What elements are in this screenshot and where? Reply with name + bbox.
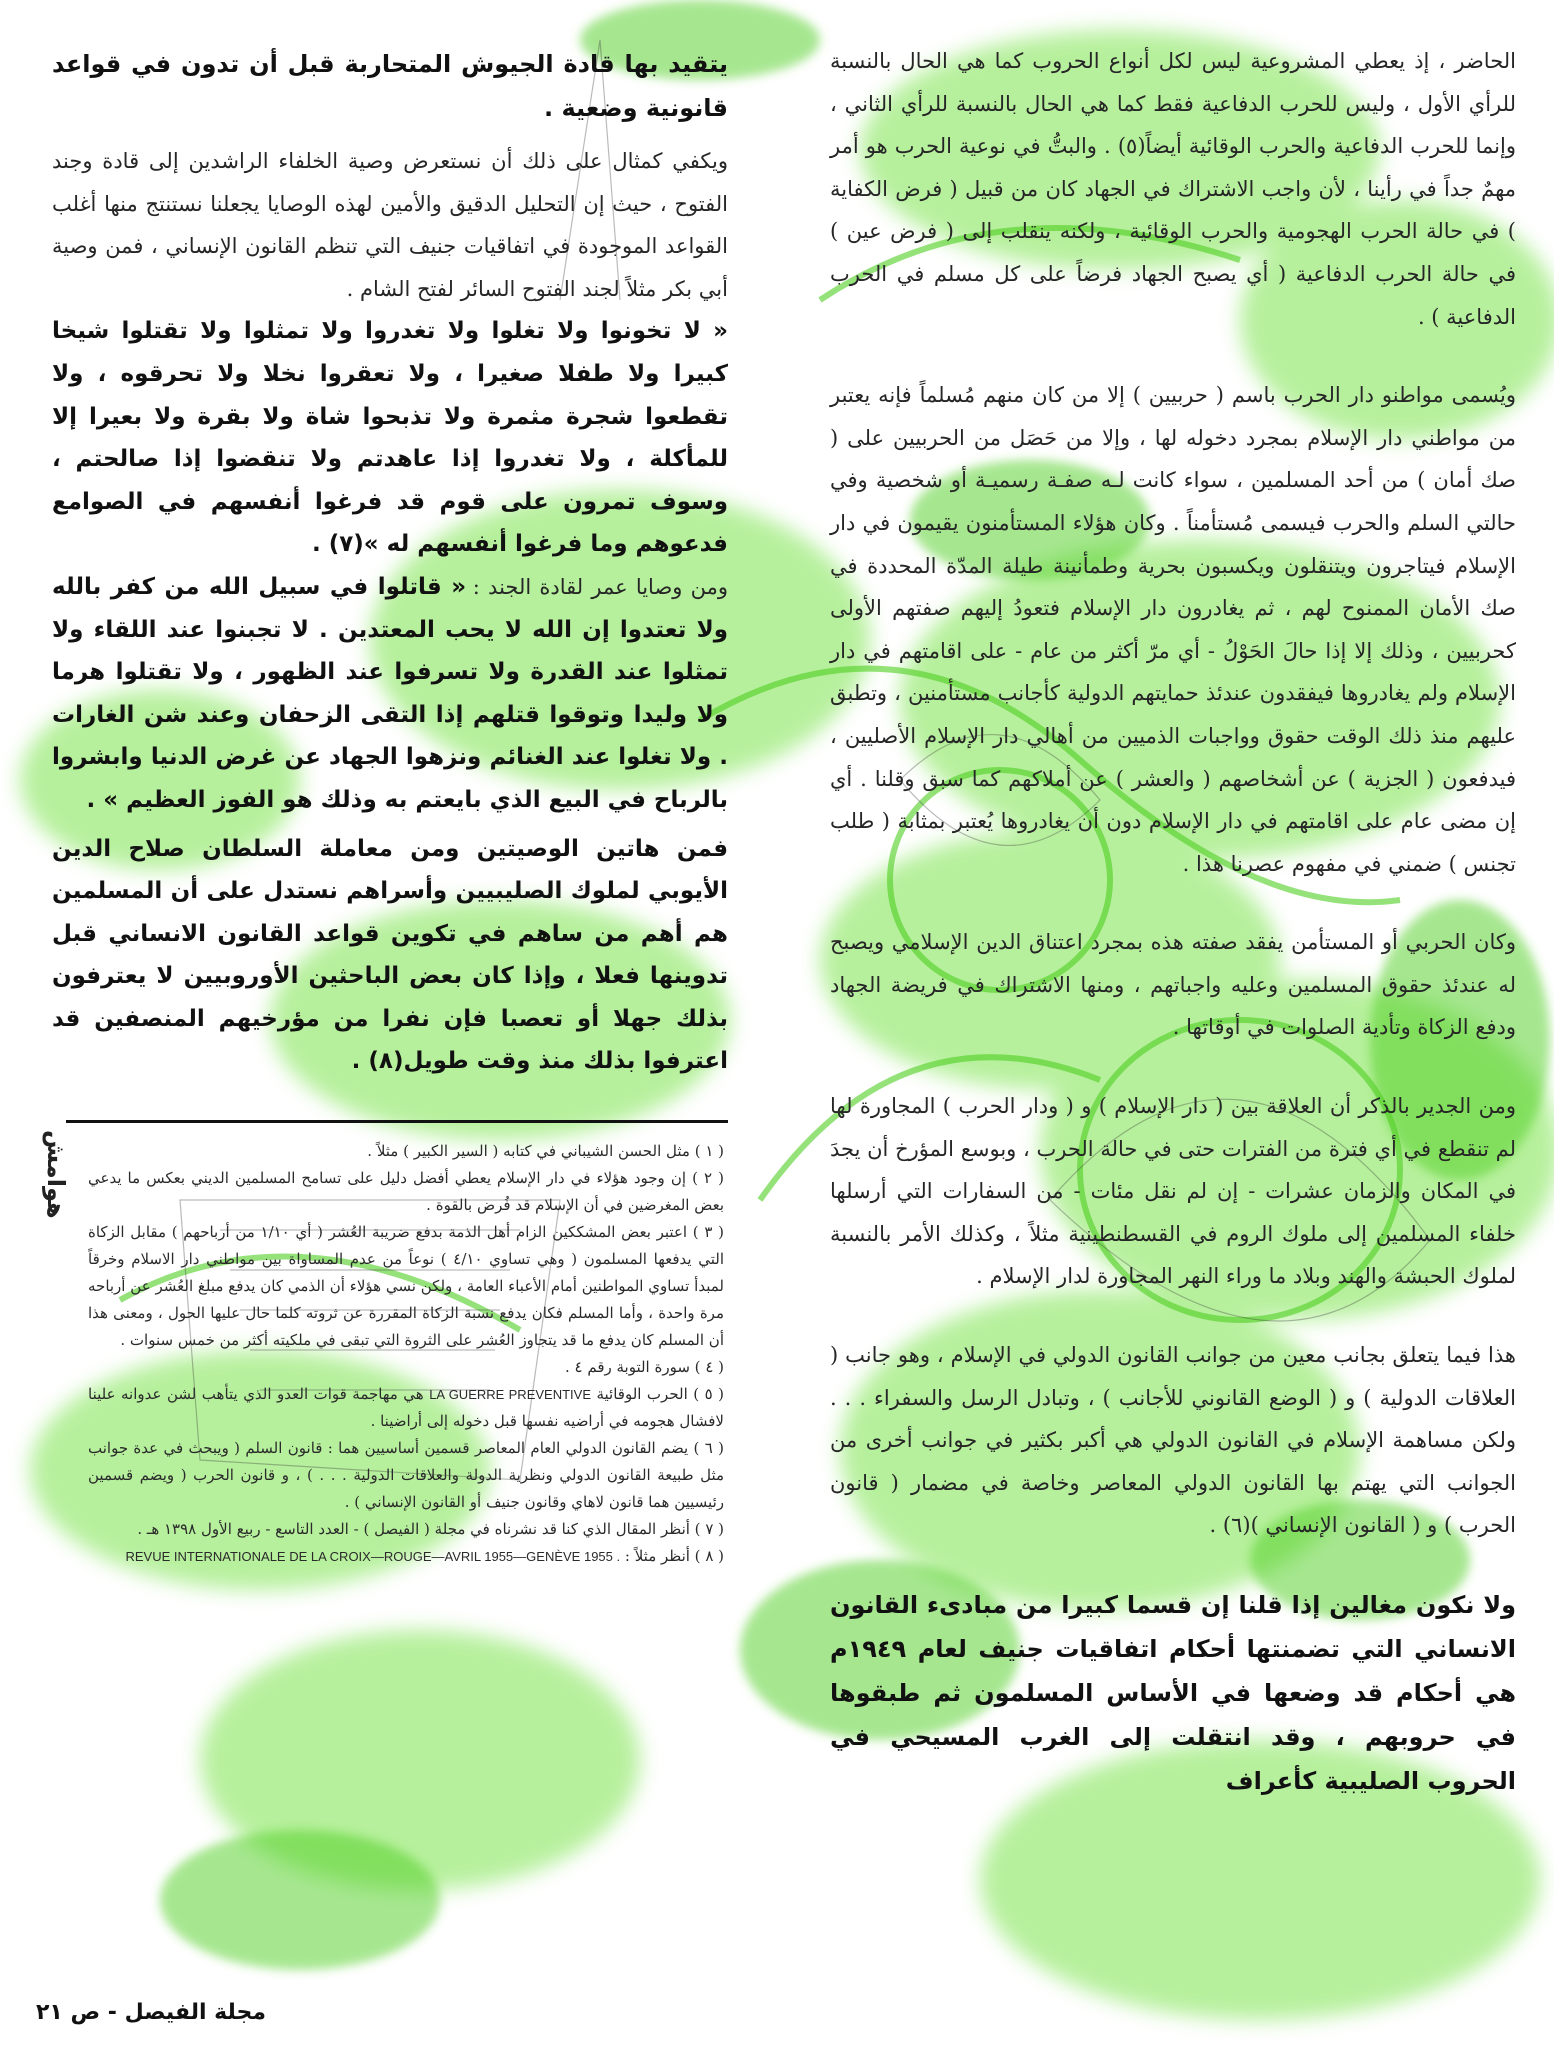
paragraph-continuation: يتقيد بها قادة الجيوش المتحاربة قبل أن تدون في قواعد قانونية وضعية . [52, 50, 728, 122]
footnote-5-latin: LA GUERRE PREVENTIVE [429, 1387, 591, 1402]
paragraph-international-law: هذا فيما يتعلق بجانب معين من جوانب القانون الدولي في الإسلام ، وهو جانب ( العلاقات الدولية ) و ( الوضع القانوني للأجانب ) ، وتبادل الرسل والسفراء . . . ولكن مساهمة الإسلام في القانون الدولي هي أكبر بكثير في جوانب أخرى من الجوانب التي يهتم بها القانون الدولي المعاصر وخاصة في مضمار ( قانون الحرب ) و ( القانون الإنساني )(٦) . [830, 1343, 1516, 1538]
footnote-5-text: هي مهاجمة قوات العدو الذي يتأهب لشن عدوانه علينا لافشال هجومه في أراضيه نفسها قبل دخوله إلى أراضينا . [88, 1385, 724, 1430]
paragraph-harbiyin: ويُسمى مواطنو دار الحرب باسم ( حربيين ) إلا من كان منهم مُسلماً فإنه يعتبر من مواطني دار الإسلام بمجرد دخوله لها ، وإلا من حَصَل من الحربيين على ( صك أمان ) من أحد المسلمين ، سواء كانت لـه صفـة رسميـة أو شخصية وفي حالتي السلم والحرب فيسمى مُستأمناً . وكان هؤلاء المستأمنون يقيمون في دار الإسلام فيتاجرون ويتنقلون ويكسبون بحرية وطمأنينة طيلة المدّة المحددة في صك الأمان الممنوح لهم ، ثم يغادرون دار الإسلام فتعودُ إليهم صفتهم الأولى كحربيين ، وذلك إلا إذا حالَ الحَوْلُ - أي مرّ أكثر من عام - على اقامتهم في دار الإسلام ولم يغادروها فيفقدون عندئذ حمايتهم الدولية كأجانب مستأمنين ، وتطبق عليهم منذ ذلك الوقت حقوق وواجبات الذميين من أهالي دار الإسلام الأصليين ، فيدفعون ( الجزية ) عن أشخاصهم ( والعشر ) عن أملاكهم كما سبق وقلنا . أي إن مضى عام على اقامتهم في دار الإسلام دون أن يغادروها يُعتبر بمثابة ( طلب تجنس ) ضمني في مفهوم عصرنا هذا . [830, 383, 1516, 876]
footnote-1: ( ١ ) مثل الحسن الشيباني في كتابه ( السير الكبير ) مثلاً . [367, 1142, 724, 1160]
footnote-8 [88, 1543, 724, 1570]
footnote-5 [88, 1381, 724, 1435]
paragraph-embassies: ومن الجدير بالذكر أن العلاقة بين ( دار الإسلام ) و ( ودار الحرب ) المجاورة لها لم تنقطع في أي فترة من الفترات حتى في حالة الحرب ، وبوسع المؤرخ أن يجدَ في المكان والزمان عشرات - إن لم نقل مئات - من السفارات التي أرسلها خلفاء المسلمين إلى ملوك الروم في القسطنطينية مثلاً ، وكذلك الأمر بالنسبة لملوك الحبشة والهند وبلاد ما وراء النهر المجاورة لدار الإسلام . [830, 1094, 1516, 1289]
footnote-8-label: ( ٨ ) أنظر مثلاً : [624, 1547, 724, 1565]
footnote-3: ( ٣ ) اعتبر بعض المشككين الزام أهل الذمة بدفع ضريبة العُشر ( أي ١/١٠ من أرباحهم ) مقابل الزكاة التي يدفعها المسلمون ( وهي تساوي ٤/١٠ ) نوعاً من عدم المساواة بين مواطني دار الاسلام وخرقاً لمبدأ تساوي المواطنين أمام الأعباء العامة ، ولكن نسي هؤلاء أن الذمي كان يدفع مبلغ العُشر عن أرباحه مرة واحدة ، وأما المسلم فكان يدفع نسبة الزكاة المقررة عن ثروته كلما حال عليها الحول ، ومعنى هذا أن المسلم كان يدفع ما قد يتجاوز العُشر على الثروة التي تبقى في ملكيته أكثر من خمس سنوات . [88, 1223, 724, 1349]
footnote-2: ( ٢ ) إن وجود هؤلاء في دار الإسلام يعطي أفضل دليل على تسامح المسلمين الديني بعكس ما يدعي بعض المغرضين في أن الإسلام قد فُرض بالقوة . [88, 1169, 725, 1214]
paragraph-caliphs-advice: ويكفي كمثال على ذلك أن نستعرض وصية الخلفاء الراشدين إلى قادة وجند الفتوح ، حيث إن التحليل الدقيق والأمين لهذه الوصايا يجعلنا نستنتج منها أغلب القواعد الموجودة في اتفاقيات جنيف التي تنظم القانون الإنساني ، فمن وصية أبي بكر مثلاً لجند الفتوح السائر لفتح الشام . [52, 149, 728, 301]
footnotes-label: هوامش [42, 1130, 70, 1219]
paragraph-war-types: الحاضر ، إذ يعطي المشروعية ليس لكل أنواع الحروب كما هي الحال بالنسبة للرأي الأول ، وليس للحرب الدفاعية فقط كما هي الحال بالنسبة للرأي الثاني ، وإنما للحرب الدفاعية والحرب الوقائية أيضاً(٥) . والبتُّ في نوعية الحرب هو أمر مهمٌ جداً في رأينا ، لأن واجب الاشتراك في الجهاد كان من قبيل ( فرض الكفاية ) في حالة الحرب الهجومية والحرب الوقائية ، ولكنه ينقلب إلى ( فرض عين ) في حالة الحرب الدفاعية ( أي يصبح الجهاد فرضاً على كل مسلم في الحرب الدفاعية ) . [830, 49, 1516, 329]
paragraph-umar-intro: ومن وصايا عمر لقادة الجند : [472, 574, 729, 599]
footnote-8-latin: REVUE INTERNATIONALE DE LA CROIX—ROUGE—AVRIL 1955—GENÈVE 1955 . [125, 1549, 621, 1564]
paragraph-conversion: وكان الحربي أو المستأمن يفقد صفته هذه بمجرد اعتناق الدين الإسلامي ويصبح له عندئذ حقوق المسلمين وعليه واجباتهم ، ومنها الاشتراك في فريضة الجهاد ودفع الزكاة وتأدية الصلوات في أوقاتها . [830, 930, 1517, 1040]
right-column [830, 40, 1516, 1803]
footnote-7: ( ٧ ) أنظر المقال الذي كنا قد نشرناه في مجلة ( الفيصل ) - العدد التاسع - ربيع الأول ١٣٩٨ هـ . [137, 1520, 724, 1538]
footnote-6: ( ٦ ) يضم القانون الدولي العام المعاصر قسمين أساسيين هما : قانون السلم ( ويبحث في عدة جوانب مثل طبيعة القانون الدولي ونظرية الدولة والعلاقات الدولية . . . ) ، و قانون الحرب ( ويضم قسمين رئيسيين هما قانون لاهاي وقانون جنيف أو القانون الإنساني ) . [88, 1439, 724, 1511]
paragraph-saladin: فمن هاتين الوصيتين ومن معاملة السلطان صلاح الدين الأيوبي لملوك الصليبيين وأسراهم نستدل على أن المسلمين هم أهم من ساهم في تكوين قواعد القانون الانساني قبل تدوينها فعلا ، وإذا كان بعض الباحثين الأوروبيين لا يعترفون بذلك جهلا أو تعصبا فإن نفرا من مؤرخيهم المنصفين قد اعترفوا بذلك منذ وقت طويل(٨) . [52, 835, 728, 1075]
quote-umar: « قاتلوا في سبيل الله من كفر بالله ولا تعتدوا إن الله لا يحب المعتدين . لا تجبنوا عند اللقاء ولا تمثلوا عند القدرة ولا تسرفوا عند الظهور ، ولا تقتلوا هرما ولا وليدا وتوقوا قتلهم إذا التقى الزحفان وعند شن الغارات . ولا تغلوا عند الغنائم ونزهوا الجهاد عن غرض الدنيا وابشروا بالرباح في البيع الذي بايعتم به وذلك هو الفوز العظيم » . [52, 573, 728, 813]
footnotes [88, 1138, 724, 1570]
footnote-4: ( ٤ ) سورة التوبة رقم ٤ . [564, 1358, 724, 1376]
quote-abu-bakr: « لا تخونوا ولا تغلوا ولا تغدروا ولا تمثلوا ولا تقتلوا شيخا كبيرا ولا طفلا صغيرا ، ولا تعقروا نخلا ولا تحرقوه ، ولا تقطعوا شجرة مثمرة ولا تذبحوا شاة ولا بقرة ولا بعيرا إلا للمأكلة ، ولا تغدروا إذا عاهدتم ولا تنقضوا إذا صالحتم ، وسوف تمرون على قوم قد فرغوا أنفسهم في الصوامع فدعوهم وما فرغوا أنفسهم له »(٧) . [52, 318, 728, 558]
left-column [52, 42, 728, 1083]
paragraph-humanitarian-law: ولا نكون مغالين إذا قلنا إن قسما كبيرا من مبادىء القانون الانساني التي تضمنتها أحكام اتفاقيات جنيف لعام ١٩٤٩م هي أحكام قد وضعها في الأساس المسلمون ثم طبقوها في حروبهم ، وقد انتقلت إلى الغرب المسيحي في الحروب الصليبية كأعراف [830, 1591, 1516, 1795]
footnotes-rule [66, 1120, 728, 1123]
page-footer: مجلة الفيصل - ص ٢١ [36, 2000, 266, 2025]
footnote-5-label: ( ٥ ) الحرب الوقائية [596, 1385, 724, 1403]
